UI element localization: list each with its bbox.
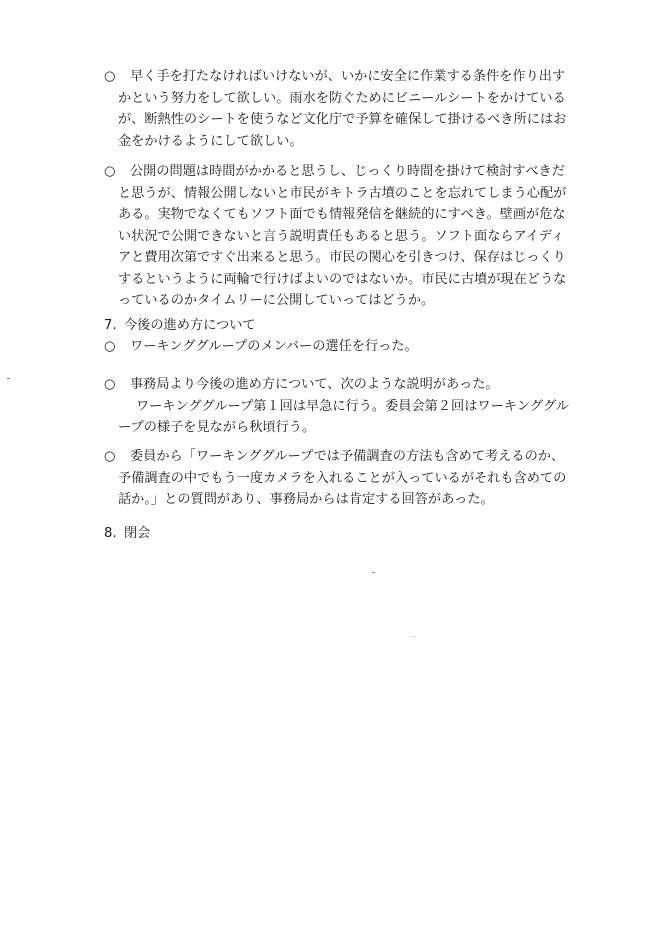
comment-line: アと費用次第ですぐ出来ると思う。市民の関心を引きつけ、保存はじっくり (118, 250, 566, 265)
comment-line: かという努力をして欲しい。雨水を防ぐためにビニールシートをかけている (118, 90, 566, 106)
circle-bullet-icon: ○ (104, 164, 116, 179)
comment-line: 事務局より今後の進め方について、次のような説明があった。 (130, 377, 499, 392)
comment-line: 委員から「ワーキンググループでは予備調査の方法も含めて考えるのか、 (130, 449, 565, 464)
comment-item-4 (104, 374, 584, 439)
section-number: 8. (104, 526, 117, 541)
comment-line: い状況で公開できないと言う説明責任もあると思う。ソフト面ならアイディ (118, 228, 565, 244)
section-title: 今後の進め方について (124, 318, 256, 333)
scan-speck (7, 378, 10, 379)
section-number: 7. (104, 318, 117, 333)
section-heading-8 (104, 523, 150, 545)
comment-line: 予備調査の中でもう一度カメラを入れることが入っているがそれも含めての (118, 470, 567, 486)
comment-line: 公開の問題は時間がかかると思うし、じっくり時間を掛けて検討すべきだ (130, 164, 565, 179)
circle-bullet-icon: ○ (104, 449, 116, 464)
circle-bullet-icon: ○ (104, 377, 116, 392)
section-title: 閉会 (124, 526, 151, 541)
comment-line: 早く手を打たなければいけないが、いかに安全に作業する条件を作り出す (130, 69, 566, 84)
comment-line: ワーキンググループ第１回は早急に行う。委員会第２回はワーキンググル (136, 398, 569, 414)
comment-line: するというように両輪で行けばよいのではないか。市民に古墳が現在どうな (118, 271, 567, 287)
comment-line: ワーキンググループのメンバーの選任を行った。 (130, 339, 418, 354)
comment-line: っているのかタイムリーに公開していってはどうか。 (118, 293, 435, 308)
comment-item-3 (104, 336, 584, 358)
comment-line: と思うが、情報公開しないと市民がキトラ古墳のことを忘れてしまう心配が (118, 185, 567, 201)
comment-line: が、断熱性のシートを使うなど文化庁で予算を確保して掛けるべき所にはお (118, 112, 567, 127)
comment-item-1 (104, 66, 584, 152)
section-heading-7 (104, 315, 256, 337)
comment-line: 話か。」との質問があり、事務局からは肯定する回答があった。 (118, 492, 494, 507)
comment-line: ープの様子を見ながら秋頃行う。 (118, 420, 316, 435)
circle-bullet-icon: ○ (104, 69, 116, 84)
comment-line: ある。実物でなくてもソフト面でも情報発信を継続的にすべき。壁画が危な (118, 207, 566, 222)
comment-line: 金をかけるようにして欲しい。 (118, 133, 303, 149)
scan-speck (372, 572, 375, 573)
comment-item-5 (104, 446, 584, 511)
comment-item-2 (104, 161, 584, 312)
scan-speck (412, 636, 415, 637)
circle-bullet-icon: ○ (104, 339, 116, 354)
